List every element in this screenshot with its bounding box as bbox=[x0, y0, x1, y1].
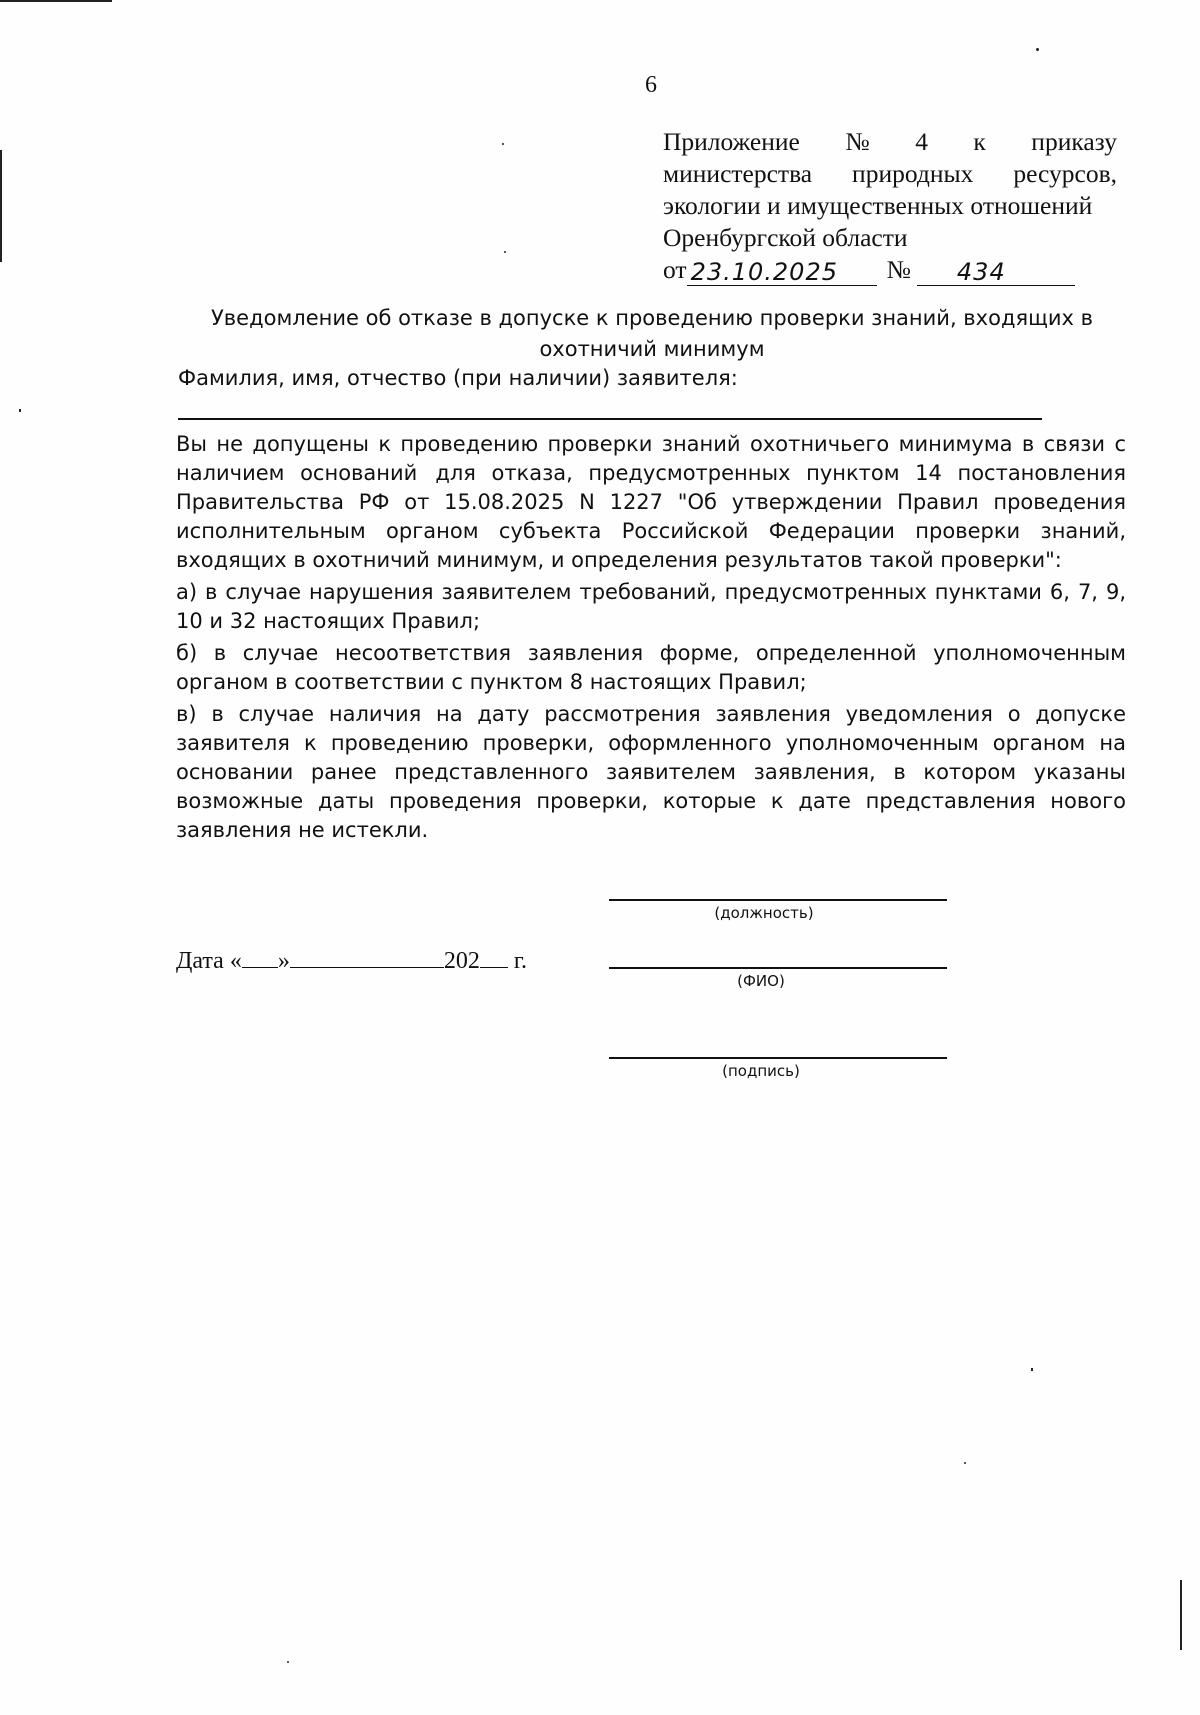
scan-edge-mark bbox=[1180, 1580, 1182, 1650]
scan-speck bbox=[19, 409, 21, 412]
appendix-block bbox=[663, 126, 1117, 286]
day-blank bbox=[242, 947, 278, 968]
scan-speck bbox=[504, 251, 506, 253]
month-blank bbox=[290, 947, 444, 968]
order-number-handwritten: 434 bbox=[917, 259, 1075, 286]
name-line bbox=[609, 967, 947, 969]
page-number: 6 bbox=[645, 72, 657, 98]
scan-edge-mark bbox=[0, 0, 112, 2]
signature-line bbox=[609, 1057, 947, 1059]
scan-speck bbox=[287, 1661, 289, 1663]
scan-speck bbox=[502, 143, 504, 145]
number-sign: № bbox=[886, 255, 911, 284]
body-text bbox=[176, 430, 1126, 848]
appendix-word: министерства bbox=[663, 159, 813, 188]
appendix-word: Приложение bbox=[663, 127, 800, 156]
scan-edge-mark bbox=[0, 150, 2, 262]
body-intro bbox=[176, 430, 1126, 575]
order-date-handwritten: 23.10.2025 bbox=[687, 259, 877, 286]
position-caption: (должность) bbox=[714, 904, 814, 922]
position-line bbox=[609, 899, 947, 901]
order-reference bbox=[663, 254, 1117, 286]
applicant-name-line bbox=[178, 418, 1042, 420]
scan-speck bbox=[1031, 1368, 1033, 1371]
year-prefix: 202 bbox=[443, 948, 480, 974]
year-blank bbox=[480, 947, 508, 968]
appendix-word: приказу bbox=[1031, 127, 1117, 156]
appendix-word: природных bbox=[852, 159, 974, 188]
scan-speck bbox=[964, 1462, 966, 1464]
scan-speck bbox=[1036, 48, 1039, 51]
date-label: Дата « bbox=[176, 948, 242, 974]
name-caption: (ФИО) bbox=[737, 972, 785, 990]
from-label: от bbox=[663, 255, 687, 284]
date-close-quote: » bbox=[277, 948, 290, 974]
applicant-name-label: Фамилия, имя, отчество (при наличии) заявителя: bbox=[178, 366, 738, 390]
appendix-line-4: Оренбургской области bbox=[663, 223, 908, 252]
appendix-line-3: экологии и имущественных отношений bbox=[663, 191, 1093, 220]
body-item-b: б) в случае несоответствия заявления форме, определенной уполномоченным органом в соответствии с пунктом 8 настоящих Правил; bbox=[176, 641, 1126, 694]
appendix-word: 4 bbox=[915, 127, 928, 156]
notice-title: Уведомление об отказе в допуске к проведению проверки знаний, входящих в охотничий минимум bbox=[210, 306, 1094, 361]
body-item-a: а) в случае нарушения заявителем требований, предусмотренных пунктами 6, 7, 9, 10 и 32 настоящих Правил; bbox=[176, 580, 1126, 633]
appendix-word: к bbox=[973, 127, 986, 156]
signature-caption: (подпись) bbox=[722, 1062, 800, 1080]
date-field bbox=[176, 947, 527, 975]
appendix-line-2 bbox=[663, 158, 1117, 190]
appendix-word: № bbox=[845, 127, 870, 156]
appendix-word: ресурсов, bbox=[1013, 159, 1117, 188]
body-intro-part-2: для отказа, предусмотренных пунктом 14 постановления Правительства РФ от 15.08.2025 N 1227 "Об утверждении Правил проведения исполнительным органом субъекта Российской Федерации проверки знаний, входящих в охотничий минимум, и определения результатов такой проверки": bbox=[176, 461, 1126, 572]
appendix-line-1 bbox=[663, 126, 1117, 158]
year-suffix: г. bbox=[513, 948, 527, 974]
body-intro-part-1: Вы не допущены к проведению проверки знаний охотничьего минимума в связи с наличием оснований bbox=[176, 432, 1126, 485]
body-item-c: в) в случае наличия на дату рассмотрения заявления уведомления о допуске заявителя к проведению проверки, оформленного уполномоченным органом на основании ранее представленного заявителем заявления, в котором указаны возможные даты проведения проверки, которые к дате представления нового заявления не истекли. bbox=[176, 702, 1126, 842]
